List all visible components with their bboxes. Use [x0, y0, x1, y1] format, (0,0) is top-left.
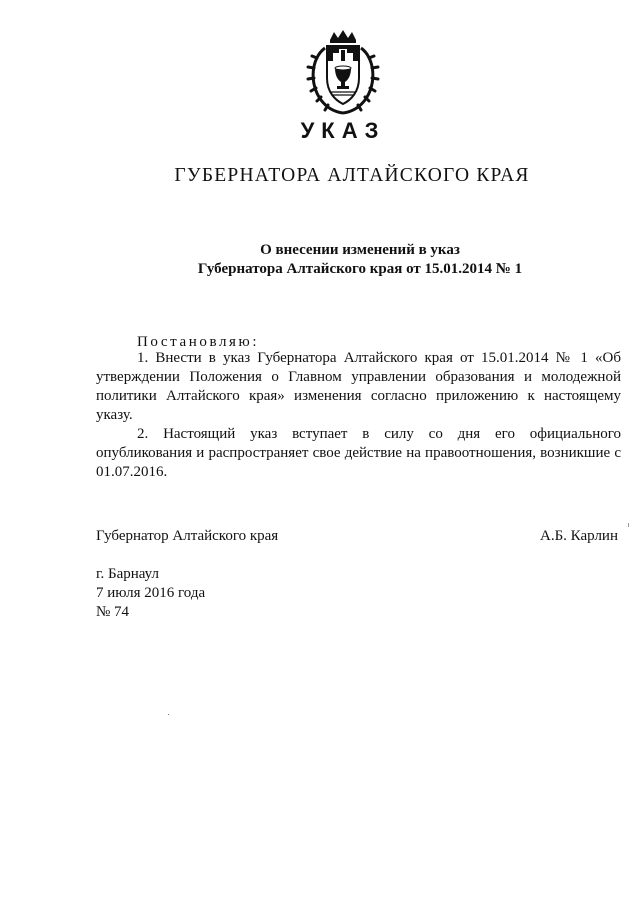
- signatory-title: Губернатор Алтайского края: [96, 528, 279, 544]
- place-of-signing: г. Барнаул: [96, 566, 159, 582]
- document-footer: [96, 565, 205, 622]
- signatory-name: А.Б. Карлин: [539, 528, 618, 544]
- altai-krai-coat-of-arms-icon: [303, 28, 383, 116]
- paragraph-2: 2. Настоящий указ вступает в силу со дня его официального опубликования и распространяет свое действие на правоотношения, возникшие с 01.07.2016.: [96, 426, 621, 480]
- document-kind-heading: УКАЗ: [300, 118, 386, 143]
- issuer-heading: ГУБЕРНАТОРА АЛТАЙСКОГО КРАЯ: [174, 165, 530, 186]
- date-of-signing: 7 июля 2016 года: [96, 585, 206, 601]
- document-subject: [0, 241, 640, 279]
- document-number: № 74: [96, 604, 130, 620]
- subject-line-2: Губернатора Алтайского края от 15.01.2014 № 1: [197, 261, 523, 277]
- scan-speck: [168, 714, 169, 715]
- document-body: [96, 349, 621, 482]
- subject-line-1: О внесении изменений в указ: [260, 242, 460, 258]
- decree-word: Постановляю:: [137, 334, 260, 350]
- paragraph-1: 1. Внести в указ Губернатора Алтайского края от 15.01.2014 № 1 «Об утверждении Положения о Главном управлении образования и молодежной политики Алтайского края» изменения согласно приложению к настоящему указу.: [96, 350, 621, 423]
- scan-mark: [628, 523, 629, 527]
